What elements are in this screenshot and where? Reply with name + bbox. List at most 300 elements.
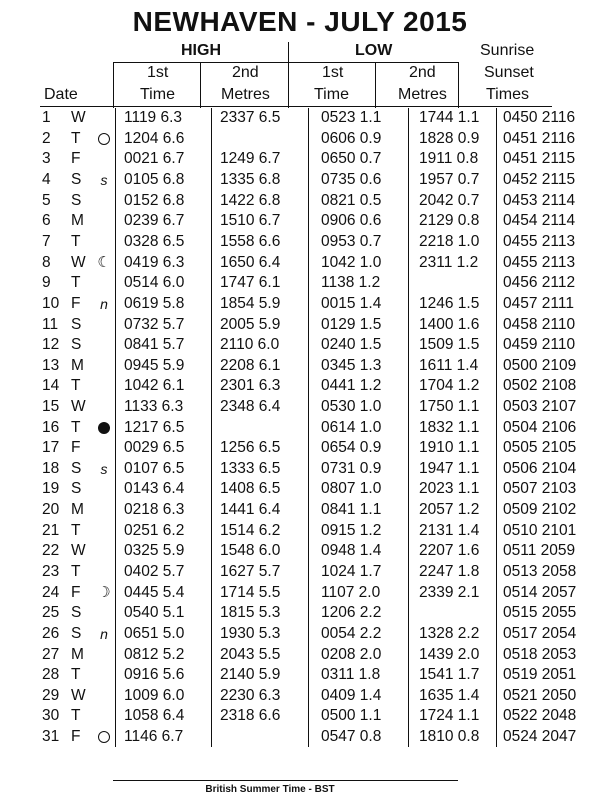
high-first-cell: 1204 6.6 (116, 129, 212, 150)
high-first-cell: 0239 6.7 (116, 211, 212, 232)
low-first-cell: 0500 1.1 (309, 706, 409, 727)
low-second-cell: 2023 1.1 (409, 479, 497, 500)
high-second-cell: 1558 6.6 (212, 232, 309, 253)
table-row (40, 190, 588, 211)
marker-cell (93, 211, 116, 232)
high-second-cell: 2208 6.1 (212, 356, 309, 377)
tide-table (40, 108, 588, 747)
sun-times-cell: 0515 2055 (497, 603, 589, 624)
high-second-cell: 2043 5.5 (212, 644, 309, 665)
low-first-cell: 0731 0.9 (309, 459, 409, 480)
date-cell: 11 (42, 315, 59, 333)
date-cell: 21 (42, 521, 60, 539)
low-second-cell: 1439 2.0 (409, 644, 497, 665)
high-second-cell: 1714 5.5 (212, 582, 309, 603)
low-second-cell: 2042 0.7 (409, 190, 497, 211)
date-cell: 27 (42, 645, 60, 663)
table-row (40, 500, 588, 521)
high-second-cell: 1333 6.5 (212, 459, 309, 480)
weekday-cell: W (71, 398, 86, 416)
sun-times-cell: 0517 2054 (497, 624, 589, 645)
low-second-cell: 1744 1.1 (409, 108, 497, 129)
weekday-cell: T (71, 274, 81, 292)
weekday-cell: F (71, 727, 81, 745)
marker-cell: n (100, 296, 108, 313)
low-second-cell: 2057 1.2 (409, 500, 497, 521)
sun-times-cell: 0454 2114 (497, 211, 589, 232)
high-second-cell: 1514 6.2 (212, 520, 309, 541)
date-cell: 20 (42, 500, 60, 518)
marker-cell (93, 190, 116, 211)
weekday-cell: T (71, 707, 81, 725)
table-row (40, 232, 588, 253)
sun-times-cell: 0509 2102 (497, 500, 589, 521)
table-row (40, 479, 588, 500)
high-first-cell: 0021 6.7 (116, 149, 212, 170)
table-row (40, 665, 588, 686)
date-cell: 17 (42, 439, 60, 457)
date-cell: 8 (42, 253, 51, 271)
low-first-cell: 0735 0.6 (309, 170, 409, 191)
high-second-cell: 1627 5.7 (212, 561, 309, 582)
footer-rule (113, 780, 458, 781)
header-divider-5 (458, 62, 459, 108)
sun-times-cell: 0506 2104 (497, 459, 589, 480)
low-first-cell: 0650 0.7 (309, 149, 409, 170)
marker-cell (93, 561, 116, 582)
sun-times-cell: 0458 2110 (497, 314, 589, 335)
low-first-cell: 0821 0.5 (309, 190, 409, 211)
date-cell: 29 (42, 686, 60, 704)
marker-cell (93, 438, 116, 459)
high-first-cell: 0514 6.0 (116, 273, 212, 294)
sun-times-cell: 0457 2111 (497, 294, 589, 315)
weekday-cell: S (71, 480, 82, 498)
low-first-cell: 0441 1.2 (309, 376, 409, 397)
low-second-cell: 1911 0.8 (409, 149, 497, 170)
weekday-cell: S (71, 171, 82, 189)
high-second-cell: 2337 6.5 (212, 108, 309, 129)
marker-cell (93, 149, 116, 170)
sun-times-cell: 0456 2112 (497, 273, 589, 294)
low-second-cell: 2207 1.6 (409, 541, 497, 562)
high-second-cell: 2301 6.3 (212, 376, 309, 397)
table-row (40, 314, 588, 335)
table-row (40, 376, 588, 397)
sun-times-cell: 0519 2051 (497, 665, 589, 686)
low-first-cell: 0240 1.5 (309, 335, 409, 356)
sun-times-cell: 0502 2108 (497, 376, 589, 397)
high-first-cell: 0812 5.2 (116, 644, 212, 665)
marker-cell (93, 232, 116, 253)
high-first-cell: 0419 6.3 (116, 252, 212, 273)
low-first-cell: 0915 1.2 (309, 520, 409, 541)
high-second-header: 2nd (232, 64, 259, 81)
high-header: HIGH (181, 42, 221, 59)
sun-times-cell: 0513 2058 (497, 561, 589, 582)
page-title: NEWHAVEN - JULY 2015 (132, 6, 468, 37)
weekday-cell: F (71, 439, 81, 457)
date-cell: 19 (42, 480, 60, 498)
table-row (40, 706, 588, 727)
high-second-cell: 2318 6.6 (212, 706, 309, 727)
high-first-cell: 0540 5.1 (116, 603, 212, 624)
high-first-cell: 1009 6.0 (116, 685, 212, 706)
high-second-cell (212, 129, 309, 150)
marker-cell: s (100, 460, 108, 477)
low-first-cell: 1138 1.2 (309, 273, 409, 294)
high-first-cell: 0841 5.7 (116, 335, 212, 356)
high-first-cell: 0445 5.4 (116, 582, 212, 603)
marker-cell (93, 314, 116, 335)
date-cell: 6 (42, 212, 51, 230)
marker-cell (93, 520, 116, 541)
sun-times-cell: 0451 2115 (497, 149, 589, 170)
high-second-metres-header: Metres (221, 86, 270, 103)
low-first-cell: 0129 1.5 (309, 314, 409, 335)
low-second-cell: 1957 0.7 (409, 170, 497, 191)
table-row (40, 438, 588, 459)
low-first-cell: 0614 1.0 (309, 417, 409, 438)
weekday-cell: T (71, 129, 81, 147)
low-second-cell: 1910 1.1 (409, 438, 497, 459)
low-first-cell: 0841 1.1 (309, 500, 409, 521)
high-first-cell: 0916 5.6 (116, 665, 212, 686)
high-second-cell: 2348 6.4 (212, 397, 309, 418)
marker-cell (93, 417, 116, 438)
high-second-cell: 2230 6.3 (212, 685, 309, 706)
high-first-header: 1st (147, 64, 169, 81)
table-row (40, 149, 588, 170)
low-second-cell (409, 603, 497, 624)
high-second-cell: 1335 6.8 (212, 170, 309, 191)
weekday-cell: S (71, 191, 82, 209)
high-first-cell: 0143 6.4 (116, 479, 212, 500)
weekday-cell: W (71, 253, 86, 271)
marker-cell (93, 685, 116, 706)
table-row (40, 108, 588, 129)
low-second-cell: 1704 1.2 (409, 376, 497, 397)
low-first-header: 1st (322, 64, 344, 81)
header-divider-1 (113, 62, 114, 108)
low-first-cell: 0953 0.7 (309, 232, 409, 253)
weekday-cell: M (71, 356, 84, 374)
marker-cell (93, 252, 116, 273)
marker-cell (93, 479, 116, 500)
date-cell: 9 (42, 274, 51, 292)
low-second-cell: 2218 1.0 (409, 232, 497, 253)
weekday-cell: S (71, 336, 82, 354)
header-rule-bottom (40, 106, 552, 107)
high-first-time-header: Time (140, 86, 175, 103)
high-second-cell: 1930 5.3 (212, 624, 309, 645)
high-first-cell: 1217 6.5 (116, 417, 212, 438)
sun-times-cell: 0524 2047 (497, 727, 589, 748)
table-row (40, 459, 588, 480)
marker-cell (93, 397, 116, 418)
low-first-cell: 0906 0.6 (309, 211, 409, 232)
low-second-cell: 1400 1.6 (409, 314, 497, 335)
high-first-cell: 1146 6.7 (116, 727, 212, 748)
sun-times-cell: 0459 2110 (497, 335, 589, 356)
marker-cell: s (100, 172, 108, 189)
sun-times-cell: 0522 2048 (497, 706, 589, 727)
marker-cell (93, 665, 116, 686)
low-first-cell: 0015 1.4 (309, 294, 409, 315)
low-second-cell: 1246 1.5 (409, 294, 497, 315)
low-first-cell: 0208 2.0 (309, 644, 409, 665)
marker-cell (93, 356, 116, 377)
date-cell: 30 (42, 707, 60, 725)
sun-times-cell: 0514 2057 (497, 582, 589, 603)
table-row (40, 727, 588, 748)
low-second-cell: 1750 1.1 (409, 397, 497, 418)
high-first-cell: 1119 6.3 (116, 108, 212, 129)
high-second-cell: 1510 6.7 (212, 211, 309, 232)
marker-cell (93, 582, 116, 603)
weekday-cell: T (71, 377, 81, 395)
footer-note: British Summer Time - BST (205, 784, 335, 795)
high-first-cell: 0251 6.2 (116, 520, 212, 541)
weekday-cell: T (71, 562, 81, 580)
sun-times-cell: 0507 2103 (497, 479, 589, 500)
marker-cell (93, 335, 116, 356)
low-second-cell: 1328 2.2 (409, 624, 497, 645)
full-moon-icon (98, 133, 110, 145)
date-cell: 28 (42, 666, 60, 684)
high-second-cell: 1422 6.8 (212, 190, 309, 211)
weekday-cell: F (71, 150, 81, 168)
high-first-cell: 0325 5.9 (116, 541, 212, 562)
sun-times-cell: 0450 2116 (497, 108, 589, 129)
weekday-cell: F (71, 295, 81, 313)
table-row (40, 273, 588, 294)
marker-cell (93, 603, 116, 624)
marker-cell (93, 727, 116, 748)
weekday-cell: M (71, 212, 84, 230)
weekday-cell: M (71, 645, 84, 663)
low-second-cell: 1611 1.4 (409, 356, 497, 377)
low-first-cell: 1042 1.0 (309, 252, 409, 273)
sun-times-cell: 0451 2116 (497, 129, 589, 150)
sun-times-cell: 0455 2113 (497, 252, 589, 273)
marker-cell (93, 500, 116, 521)
low-first-cell: 0409 1.4 (309, 685, 409, 706)
table-row (40, 541, 588, 562)
header-divider-2 (200, 62, 201, 108)
marker-cell (93, 129, 116, 150)
date-cell: 25 (42, 604, 60, 622)
sun-times-cell: 0505 2105 (497, 438, 589, 459)
low-second-cell: 1832 1.1 (409, 417, 497, 438)
weekday-cell: S (71, 315, 82, 333)
low-second-header: 2nd (409, 64, 436, 81)
low-second-cell: 1810 0.8 (409, 727, 497, 748)
low-first-cell: 0530 1.0 (309, 397, 409, 418)
first-quarter-moon-icon: ☽ (97, 584, 111, 602)
high-second-cell: 1815 5.3 (212, 603, 309, 624)
low-first-cell: 1024 1.7 (309, 561, 409, 582)
sun-times-cell: 0504 2106 (497, 417, 589, 438)
full-moon-icon (98, 731, 110, 743)
high-second-cell: 2005 5.9 (212, 314, 309, 335)
date-cell: 13 (42, 356, 60, 374)
date-cell: 1 (42, 109, 51, 127)
weekday-cell: M (71, 500, 84, 518)
date-cell: 15 (42, 398, 60, 416)
sun-times-cell: 0452 2115 (497, 170, 589, 191)
low-second-cell: 2247 1.8 (409, 561, 497, 582)
low-first-cell: 0345 1.3 (309, 356, 409, 377)
low-second-metres-header: Metres (398, 86, 447, 103)
date-cell: 5 (42, 191, 51, 209)
low-first-cell: 0523 1.1 (309, 108, 409, 129)
sun-times-cell: 0510 2101 (497, 520, 589, 541)
header-rule-top (113, 62, 458, 63)
header-divider-4 (375, 62, 376, 108)
marker-cell (93, 706, 116, 727)
high-first-cell: 0107 6.5 (116, 459, 212, 480)
weekday-cell: T (71, 232, 81, 250)
high-second-cell: 1249 6.7 (212, 149, 309, 170)
low-second-cell: 2129 0.8 (409, 211, 497, 232)
low-first-cell: 0547 0.8 (309, 727, 409, 748)
low-first-cell: 1206 2.2 (309, 603, 409, 624)
high-first-cell: 0218 6.3 (116, 500, 212, 521)
low-second-cell: 1635 1.4 (409, 685, 497, 706)
date-cell: 3 (42, 150, 51, 168)
table-row (40, 644, 588, 665)
high-second-cell: 1441 6.4 (212, 500, 309, 521)
weekday-cell: W (71, 109, 86, 127)
high-second-cell: 1747 6.1 (212, 273, 309, 294)
sun-times-cell: 0453 2114 (497, 190, 589, 211)
high-first-cell: 1058 6.4 (116, 706, 212, 727)
weekday-cell: T (71, 521, 81, 539)
table-row (40, 603, 588, 624)
marker-cell (93, 644, 116, 665)
sun-times-cell: 0503 2107 (497, 397, 589, 418)
high-second-cell: 1650 6.4 (212, 252, 309, 273)
low-second-cell: 2339 2.1 (409, 582, 497, 603)
low-first-cell: 0054 2.2 (309, 624, 409, 645)
sunrise-header: Sunrise (480, 42, 535, 59)
marker-cell (93, 108, 116, 129)
times-header: Times (486, 86, 529, 103)
sun-times-cell: 0500 2109 (497, 356, 589, 377)
weekday-cell: S (71, 624, 82, 642)
marker-cell (93, 541, 116, 562)
high-first-cell: 0945 5.9 (116, 356, 212, 377)
table-row (40, 211, 588, 232)
low-first-cell: 0948 1.4 (309, 541, 409, 562)
table-row (40, 397, 588, 418)
table-row (40, 294, 588, 315)
high-first-cell: 0619 5.8 (116, 294, 212, 315)
weekday-cell: T (71, 666, 81, 684)
high-first-cell: 0732 5.7 (116, 314, 212, 335)
high-first-cell: 1042 6.1 (116, 376, 212, 397)
low-first-cell: 0807 1.0 (309, 479, 409, 500)
table-row (40, 582, 588, 603)
table-row (40, 252, 588, 273)
sun-times-cell: 0455 2113 (497, 232, 589, 253)
weekday-cell: S (71, 459, 82, 477)
marker-cell (93, 273, 116, 294)
high-second-cell: 2110 6.0 (212, 335, 309, 356)
date-cell: 26 (42, 624, 60, 642)
date-cell: 18 (42, 459, 60, 477)
high-second-cell (212, 727, 309, 748)
date-cell: 2 (42, 129, 51, 147)
date-cell: 16 (42, 418, 60, 436)
table-row (40, 561, 588, 582)
low-first-cell: 0654 0.9 (309, 438, 409, 459)
high-first-cell: 0402 5.7 (116, 561, 212, 582)
marker-cell: n (100, 625, 108, 642)
table-row (40, 520, 588, 541)
date-cell: 22 (42, 542, 60, 560)
high-second-cell: 1548 6.0 (212, 541, 309, 562)
date-cell: 24 (42, 583, 60, 601)
sun-times-cell: 0511 2059 (497, 541, 589, 562)
high-first-cell: 1133 6.3 (116, 397, 212, 418)
high-second-cell: 1854 5.9 (212, 294, 309, 315)
high-first-cell: 0651 5.0 (116, 624, 212, 645)
table-row (40, 356, 588, 377)
table-row (40, 417, 588, 438)
weekday-cell: W (71, 542, 86, 560)
date-cell: 12 (42, 336, 60, 354)
high-second-cell (212, 417, 309, 438)
low-second-cell: 2131 1.4 (409, 520, 497, 541)
date-cell: 7 (42, 232, 51, 250)
low-second-cell: 1509 1.5 (409, 335, 497, 356)
date-header: Date (44, 86, 78, 103)
high-first-cell: 0105 6.8 (116, 170, 212, 191)
high-second-cell: 1256 6.5 (212, 438, 309, 459)
low-second-cell (409, 273, 497, 294)
last-quarter-moon-icon: ☾ (97, 254, 111, 272)
low-first-time-header: Time (314, 86, 349, 103)
date-cell: 14 (42, 377, 60, 395)
date-cell: 10 (42, 295, 60, 313)
weekday-cell: S (71, 604, 82, 622)
header-divider-3 (288, 42, 289, 108)
date-cell: 4 (42, 171, 51, 189)
low-header: LOW (355, 42, 393, 59)
low-first-cell: 0311 1.8 (309, 665, 409, 686)
low-second-cell: 1828 0.9 (409, 129, 497, 150)
sun-times-cell: 0521 2050 (497, 685, 589, 706)
sun-times-cell: 0518 2053 (497, 644, 589, 665)
date-cell: 31 (42, 727, 60, 745)
low-second-cell: 2311 1.2 (409, 252, 497, 273)
table-row (40, 129, 588, 150)
weekday-cell: T (71, 418, 81, 436)
table-row (40, 624, 588, 645)
high-second-cell: 1408 6.5 (212, 479, 309, 500)
high-first-cell: 0029 6.5 (116, 438, 212, 459)
low-second-cell: 1947 1.1 (409, 459, 497, 480)
new-moon-icon (98, 422, 110, 434)
high-first-cell: 0152 6.8 (116, 190, 212, 211)
low-first-cell: 1107 2.0 (309, 582, 409, 603)
weekday-cell: W (71, 686, 86, 704)
low-first-cell: 0606 0.9 (309, 129, 409, 150)
date-cell: 23 (42, 562, 60, 580)
low-second-cell: 1541 1.7 (409, 665, 497, 686)
